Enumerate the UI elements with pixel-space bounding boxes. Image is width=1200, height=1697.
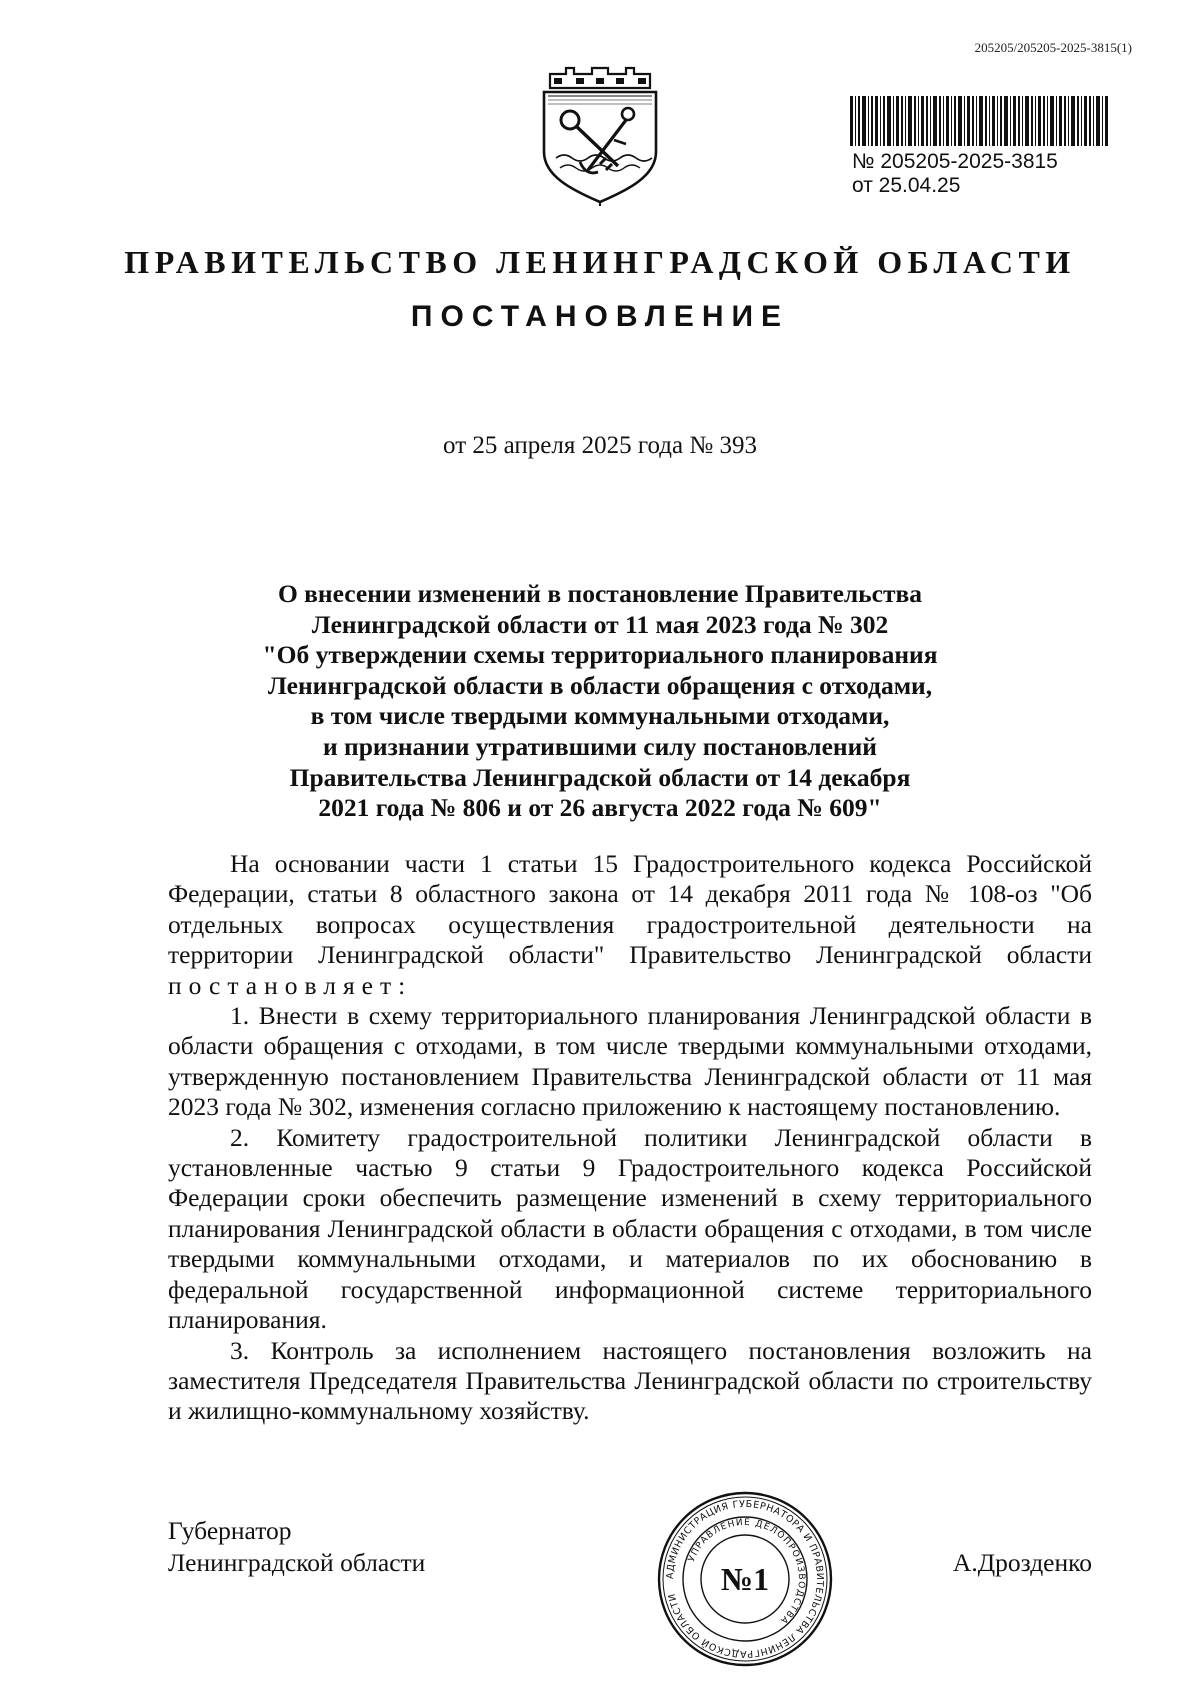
- seal-center-text: №1: [720, 1561, 770, 1597]
- subject-line: в том числе твердыми коммунальными отходами,: [310, 701, 890, 731]
- subject-line: 2021 года № 806 и от 26 августа 2022 года № 609": [318, 793, 882, 823]
- preamble-paragraph: [168, 849, 1092, 1001]
- registration-block: [850, 96, 1110, 198]
- subject-line: Ленинградской области от 11 мая 2023 года № 302: [311, 609, 889, 639]
- subject-line: Ленинградской области в области обращения с отходами,: [267, 670, 933, 700]
- signatory-position: [168, 1515, 425, 1579]
- subject-line: Правительства Ленинградской области от 14 декабря: [289, 762, 911, 792]
- decree-subject: [200, 579, 1000, 824]
- subject-line: "Об утверждении схемы территориального планирования: [262, 640, 938, 670]
- subject-line: и признании утратившими силу постановлений: [322, 731, 877, 761]
- official-seal-icon: [656, 1490, 834, 1668]
- seal-ring-text: АДМИНИСТРАЦИЯ ГУБЕРНАТОРА И ПРАВИТЕЛЬСТВА ЛЕНИНГРАДСКОЙ ОБЛАСТИ: [664, 1498, 826, 1660]
- decree-date: от 25 апреля 2025 года № 393: [443, 432, 757, 459]
- signatory-position-line: Ленинградской области: [168, 1548, 426, 1577]
- document-reference: 205205/205205-2025-3815(1): [974, 40, 1132, 55]
- signatory-position-line: Губернатор: [168, 1516, 292, 1545]
- item-2-paragraph: 2. Комитету градостроительной политики Ленинградской области в установленные частью 9 статьи 9 Градостроительного кодекса Российской Федерации сроки обеспечить размещение изменений в схему территориального планирования Ленинградской области в области обращения с отходами, в том числе твердыми коммунальными отходами, и материалов по их обоснованию в федеральной государственной информационной системе территориального планирования.: [168, 1122, 1092, 1335]
- coat-of-arms-icon: [536, 66, 664, 206]
- signatory-name: А.Дрозденко: [952, 1548, 1092, 1577]
- registration-number: № 205205-2025-3815: [852, 150, 1058, 173]
- item-3-paragraph: 3. Контроль за исполнением настоящего постановления возложить на заместителя Председателя Правительства Ленинградской области по строительству и жилищно-коммунальному хозяйству.: [168, 1335, 1092, 1426]
- item-1-paragraph: 1. Внести в схему территориального планирования Ленинградской области в области обращения с отходами, в том числе твердыми коммунальными отходами, утвержденную постановлением Правительства Ленинградской области от 11 мая 2023 года № 302, изменения согласно приложению к настоящему постановлению.: [168, 1001, 1092, 1122]
- seal-inner-ring-text: УПРАВЛЕНИЕ ДЕЛОПРОИЗВОДСТВА: [687, 1517, 807, 1626]
- registration-date: от 25.04.25: [852, 174, 961, 197]
- subject-line: О внесении изменений в постановление Правительства: [277, 579, 923, 608]
- barcode-icon: [850, 96, 1108, 146]
- government-title: ПРАВИТЕЛЬСТВО ЛЕНИНГРАДСКОЙ ОБЛАСТИ: [124, 244, 1076, 280]
- resolves-word: постановляет:: [168, 970, 413, 1000]
- decree-body: [168, 849, 1092, 1427]
- decree-title: ПОСТАНОВЛЕНИЕ: [410, 300, 790, 333]
- preamble-text: На основании части 1 статьи 15 Градостроительного кодекса Российской Федерации, статьи 8 областного закона от 14 декабря 2011 года № 108-оз "Об отдельных вопросах осуществления градостроительной деятельности на территории Ленинградской области" Правительство Ленинградской области: [168, 849, 1092, 970]
